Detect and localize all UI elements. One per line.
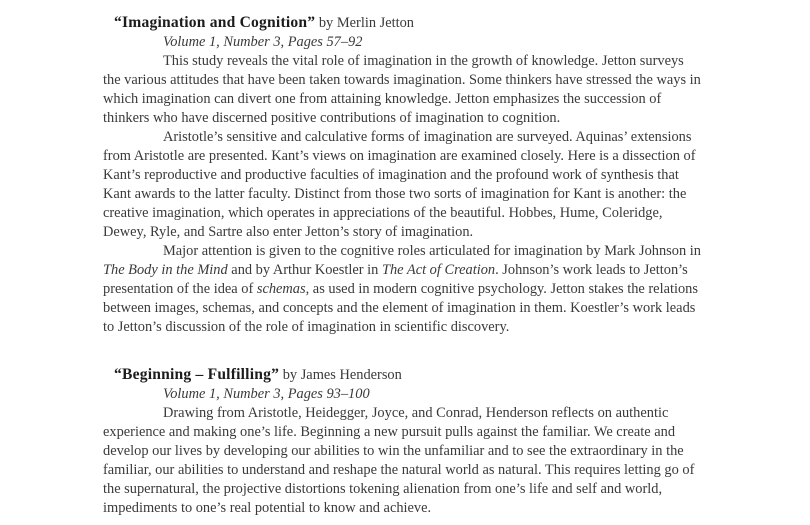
article-title-line — [114, 365, 703, 385]
article-title-line — [114, 13, 703, 33]
abstract-paragraph — [103, 404, 703, 518]
text-segment: Major attention is given to the cognitive roles articulated for imagination by Mark Johnson in — [163, 243, 701, 259]
text-segment: . Johnson’s work leads to Jetton’s presentation of the idea of — [103, 262, 688, 297]
term-italic: schemas — [256, 281, 306, 297]
text-segment: Aristotle’s sensitive and calculative forms of imagination are surveyed. Aquinas’ extensions from Aristotle are presented. Kant’s views on imagination are examined closely. Here is a dissection of Kant’s reproductive and productive faculties of imagination and the profound work of synthesis that Kant awards to the latter faculty. Distinct from those two sorts of imagination for Kant is another: the creative imagination, which operates in appreciations of the beautiful. Hobbes, Hume, Coleridge, Dewey, Ryle, and Sartre also enter Jetton’s story of imagination. — [103, 129, 696, 240]
article-title: “Imagination and Cognition” — [114, 14, 316, 31]
book-title-italic: The Act of Creation — [381, 262, 496, 278]
article-abstract-imagination-and-cognition — [103, 13, 703, 337]
text-segment: This study reveals the vital role of imagination in the growth of knowledge. Jetton surveys the various attitudes that have been taken towards imagination. Some thinkers have stressed the ways in which imagination can divert one from attaining knowledge. Jetton emphasizes the succession of thinkers who have discerned positive contributions of imagination to cognition. — [103, 53, 701, 126]
abstract-paragraph — [103, 52, 703, 128]
book-title-italic: The Body in the Mind — [103, 262, 228, 278]
text-segment: Drawing from Aristotle, Heidegger, Joyce, and Conrad, Henderson reflects on authentic experience and making one’s life. Beginning a new pursuit pulls against the familiar. We create and develop our lives by developing our abilities to win the unfamiliar and to see the extraordinary in the familiar, our abilities to understand and reshape the natural world as natural. This requires letting go of the supernatural, the projective distortions tokening alienation from one’s life and self and world, impediments to one’s real potential to know and achieve. — [103, 405, 695, 516]
text-segment: and by Arthur Koestler in — [227, 262, 382, 278]
text-segment: , as used in modern cognitive psychology. Jetton stakes the relations between images, schemas, and concepts and the element of imagination in them. Koestler’s work leads to Jetton’s discussion of the role of imagination in scientific discovery. — [103, 281, 698, 335]
article-byline: by James Henderson — [282, 367, 402, 383]
article-citation: Volume 1, Number 3, Pages 57–92 — [163, 34, 363, 50]
abstract-paragraph — [103, 242, 703, 337]
article-abstract-beginning-fulfilling — [103, 365, 703, 518]
abstract-paragraph — [103, 128, 703, 242]
article-title: “Beginning – Fulfilling” — [114, 366, 280, 383]
article-byline: by Merlin Jetton — [318, 15, 414, 31]
article-citation: Volume 1, Number 3, Pages 93–100 — [163, 386, 370, 402]
